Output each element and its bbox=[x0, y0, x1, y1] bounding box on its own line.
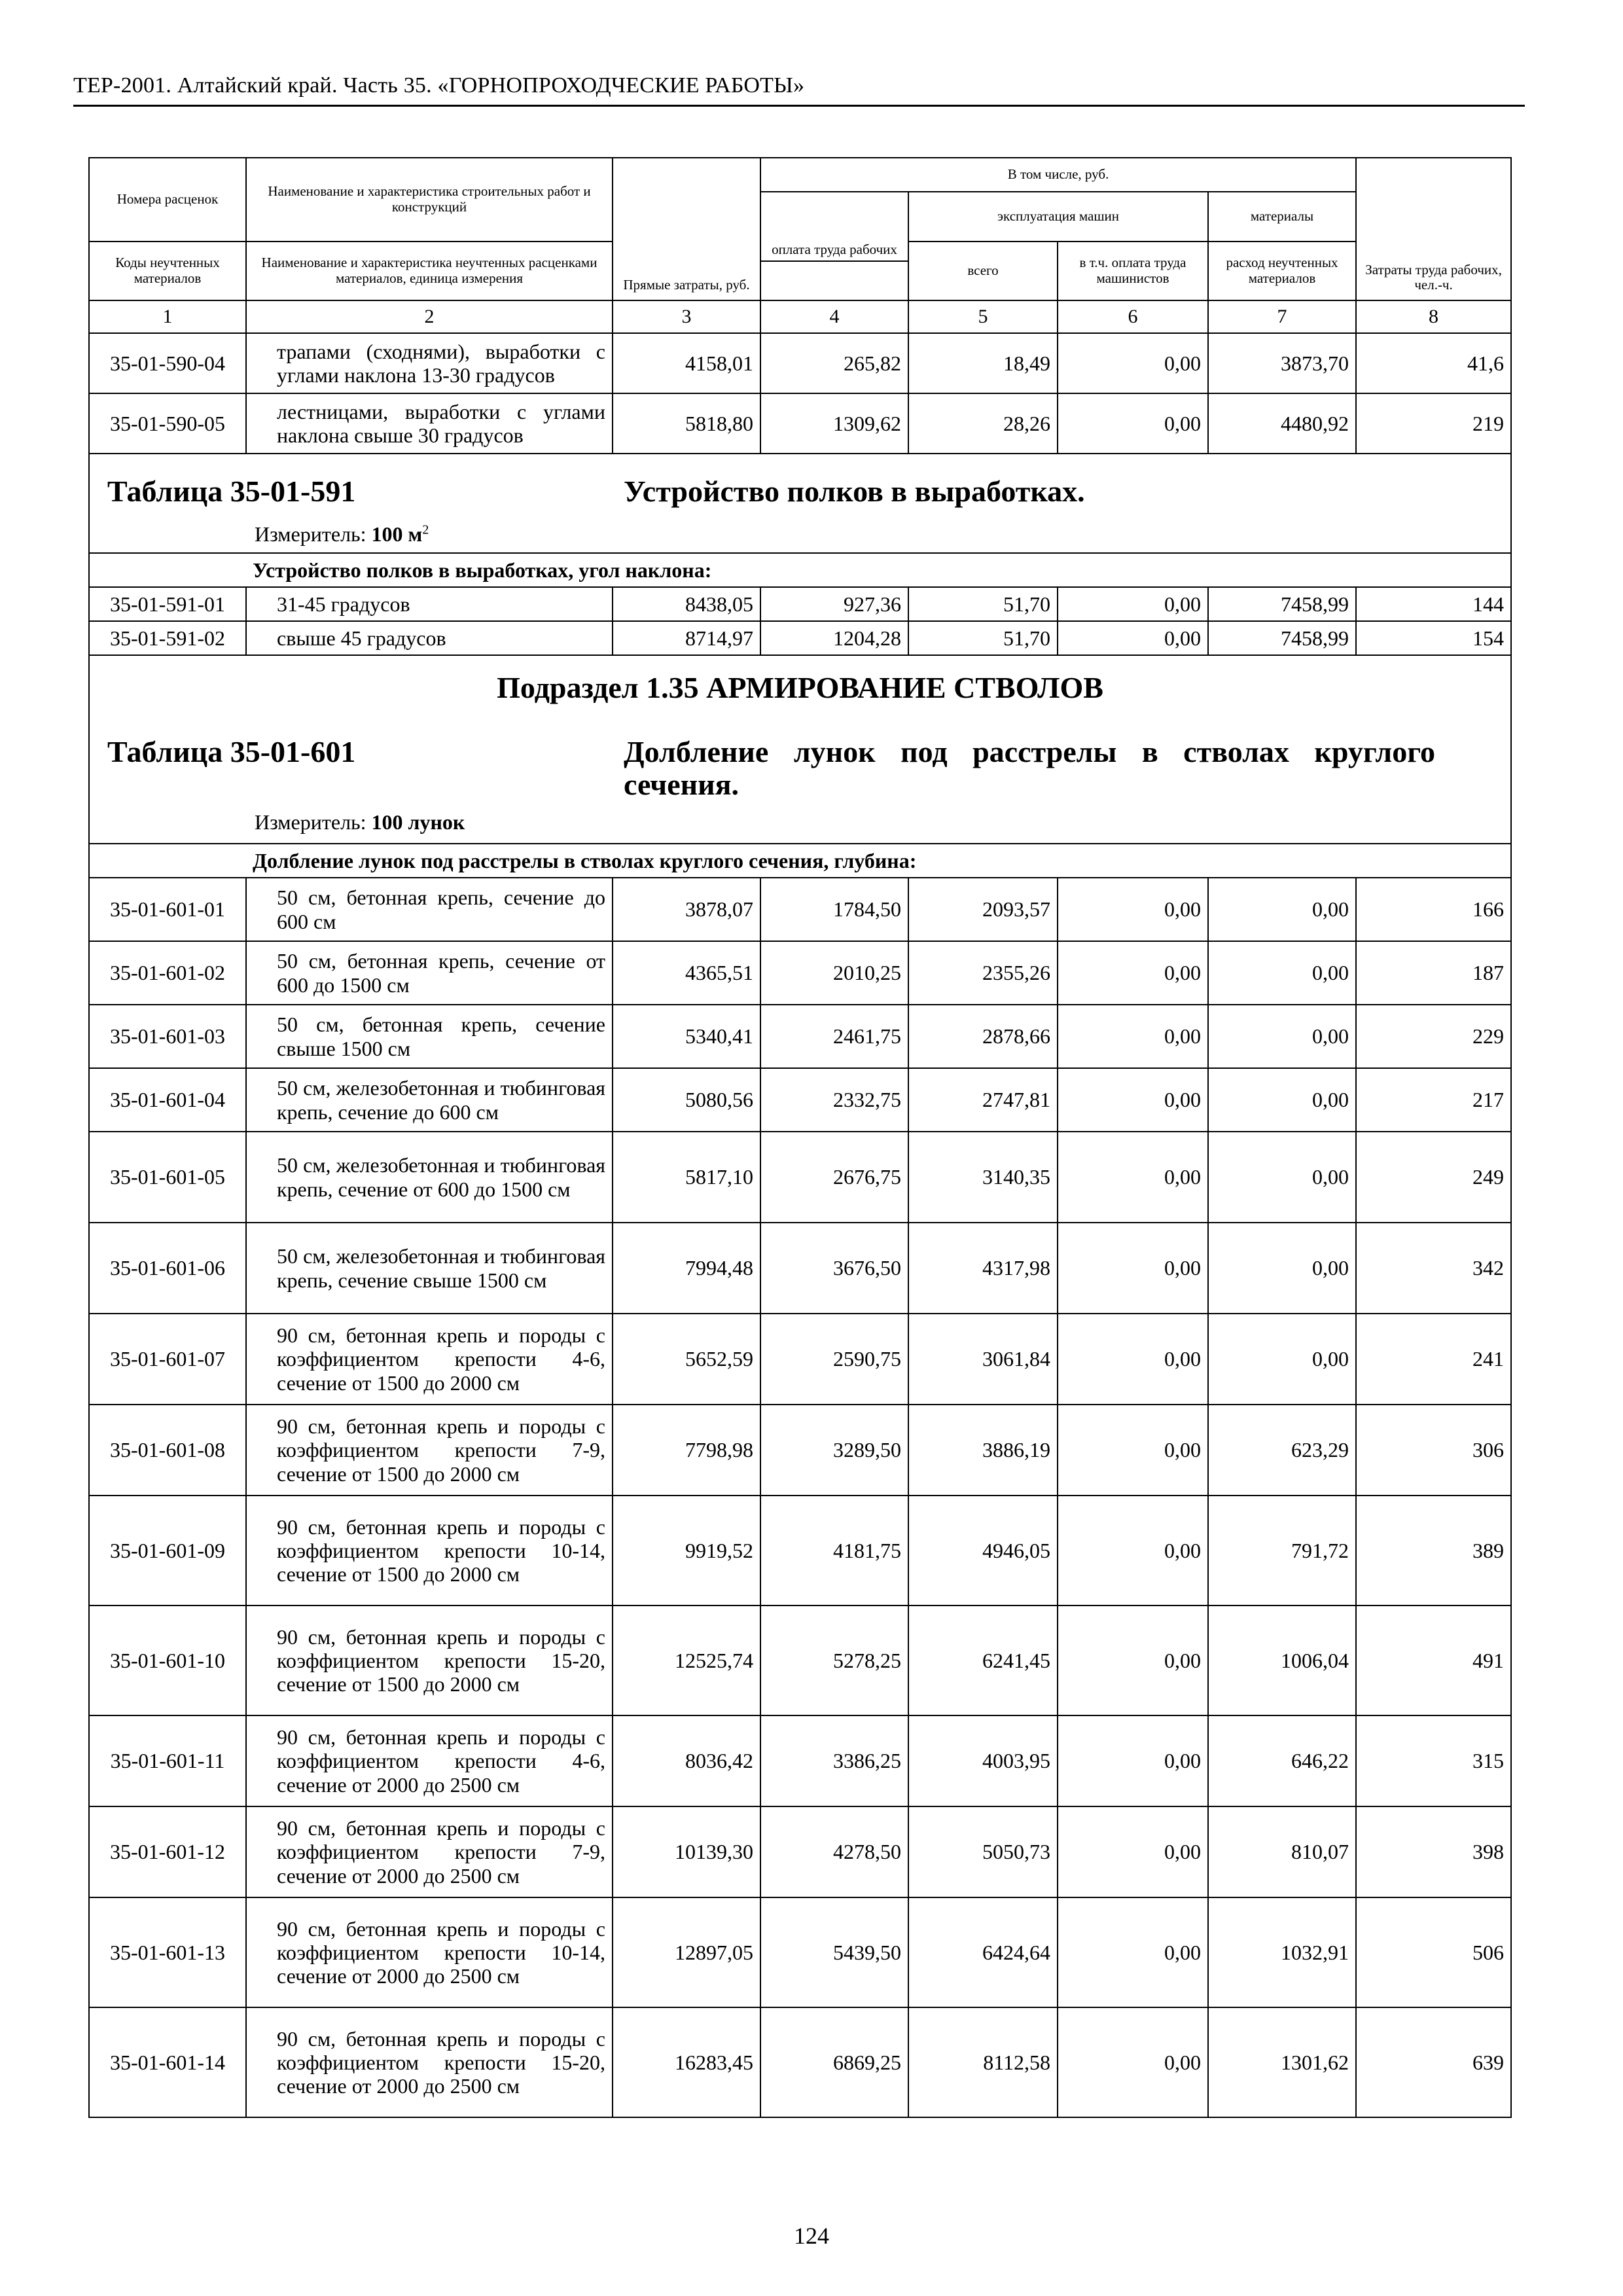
unaccounted-materials: 0,00 bbox=[1208, 1314, 1356, 1405]
col-number: 8 bbox=[1356, 300, 1511, 333]
unaccounted-materials: 0,00 bbox=[1208, 878, 1356, 941]
unaccounted-materials: 0,00 bbox=[1208, 1005, 1356, 1068]
table-row bbox=[89, 1496, 1511, 1605]
work-description bbox=[246, 587, 613, 621]
labor-costs: 241 bbox=[1356, 1314, 1511, 1405]
machine-costs: 6424,64 bbox=[908, 1897, 1058, 2007]
direct-costs: 7798,98 bbox=[613, 1405, 760, 1496]
machine-costs: 28,26 bbox=[908, 393, 1058, 454]
machinist-pay: 0,00 bbox=[1058, 2007, 1208, 2117]
rate-code: 35-01-601-11 bbox=[89, 1715, 246, 1806]
work-description bbox=[246, 1223, 613, 1314]
work-description bbox=[246, 1605, 613, 1715]
rate-code: 35-01-601-03 bbox=[89, 1005, 246, 1068]
direct-costs: 10139,30 bbox=[613, 1806, 760, 1897]
work-description bbox=[246, 1068, 613, 1132]
worker-pay: 6869,25 bbox=[760, 2007, 908, 2117]
table-row bbox=[89, 1132, 1511, 1223]
unaccounted-materials: 0,00 bbox=[1208, 1068, 1356, 1132]
worker-pay: 5278,25 bbox=[760, 1605, 908, 1715]
work-description-text: 90 см, бетонная крепь и породы с коэффициентом крепости 10-14, сечение от 1500 до 2000 см bbox=[277, 1515, 605, 1587]
worker-pay: 2676,75 bbox=[760, 1132, 908, 1223]
measure-space bbox=[366, 810, 372, 834]
table-row bbox=[89, 1005, 1511, 1068]
table-row bbox=[89, 1806, 1511, 1897]
table-number: Таблица 35-01-591 bbox=[107, 475, 356, 508]
direct-costs: 5818,80 bbox=[613, 393, 760, 454]
col-number: 3 bbox=[613, 300, 760, 333]
worker-pay: 2010,25 bbox=[760, 941, 908, 1005]
unaccounted-materials: 791,72 bbox=[1208, 1496, 1356, 1605]
worker-pay: 4278,50 bbox=[760, 1806, 908, 1897]
table-row bbox=[89, 333, 1511, 393]
machine-costs: 3886,19 bbox=[908, 1405, 1058, 1496]
table-row bbox=[89, 2007, 1511, 2117]
header-rule bbox=[73, 105, 1525, 107]
section-spacer bbox=[89, 844, 246, 878]
labor-costs: 154 bbox=[1356, 621, 1511, 655]
machines-header: эксплуатация машин bbox=[908, 192, 1208, 242]
machine-costs: 4003,95 bbox=[908, 1715, 1058, 1806]
work-description-text: 90 см, бетонная крепь и породы с коэффициентом крепости 4-6, сечение от 2000 до 2500 см bbox=[277, 1725, 605, 1797]
direct-costs: 5080,56 bbox=[613, 1068, 760, 1132]
col-workers-header-cont bbox=[760, 261, 908, 300]
measure-line bbox=[255, 810, 465, 834]
col-unaccounted-name-header: Наименование и характеристика неучтенных расценками материалов, единица измерения bbox=[246, 242, 613, 300]
worker-pay: 265,82 bbox=[760, 333, 908, 393]
machinist-pay: 0,00 bbox=[1058, 587, 1208, 621]
work-description bbox=[246, 1405, 613, 1496]
labor-costs: 398 bbox=[1356, 1806, 1511, 1897]
labor-costs: 342 bbox=[1356, 1223, 1511, 1314]
machinist-pay: 0,00 bbox=[1058, 1605, 1208, 1715]
work-description-text: 50 см, железобетонная и тюбинговая крепь, сечение свыше 1500 см bbox=[277, 1244, 605, 1292]
worker-pay: 2332,75 bbox=[760, 1068, 908, 1132]
measure-label: Измеритель: bbox=[255, 810, 366, 834]
worker-pay: 1784,50 bbox=[760, 878, 908, 941]
machine-costs: 3140,35 bbox=[908, 1132, 1058, 1223]
section-spacer bbox=[89, 553, 246, 587]
section-heading: Долбление лунок под расстрелы в стволах круглого сечения, глубина: bbox=[246, 844, 1511, 878]
col-number: 6 bbox=[1058, 300, 1208, 333]
machinist-pay: 0,00 bbox=[1058, 393, 1208, 454]
machine-costs: 3061,84 bbox=[908, 1314, 1058, 1405]
work-description-text: 90 см, бетонная крепь и породы с коэффициентом крепости 15-20, сечение от 1500 до 2000 см bbox=[277, 1624, 605, 1696]
worker-pay: 4181,75 bbox=[760, 1496, 908, 1605]
direct-costs: 8036,42 bbox=[613, 1715, 760, 1806]
rate-code: 35-01-591-01 bbox=[89, 587, 246, 621]
machinist-pay: 0,00 bbox=[1058, 878, 1208, 941]
direct-costs: 4365,51 bbox=[613, 941, 760, 1005]
labor-costs: 229 bbox=[1356, 1005, 1511, 1068]
subsection-heading: Подраздел 1.35 АРМИРОВАНИЕ СТВОЛОВ bbox=[497, 671, 1103, 704]
unaccounted-materials: 4480,92 bbox=[1208, 393, 1356, 454]
col-materials-header: расход неучтенных материалов bbox=[1208, 242, 1356, 300]
machine-costs: 2093,57 bbox=[908, 878, 1058, 941]
rate-code: 35-01-601-02 bbox=[89, 941, 246, 1005]
unaccounted-materials: 0,00 bbox=[1208, 1223, 1356, 1314]
col-machinists-header: в т.ч. оплата труда машинистов bbox=[1058, 242, 1208, 300]
price-table bbox=[88, 157, 1512, 2118]
worker-pay: 2590,75 bbox=[760, 1314, 908, 1405]
work-description bbox=[246, 1897, 613, 2007]
labor-costs: 639 bbox=[1356, 2007, 1511, 2117]
unaccounted-materials: 3873,70 bbox=[1208, 333, 1356, 393]
direct-costs: 8438,05 bbox=[613, 587, 760, 621]
table-row bbox=[89, 1223, 1511, 1314]
work-description-text: 31-45 градусов bbox=[277, 592, 410, 616]
unaccounted-materials: 0,00 bbox=[1208, 1132, 1356, 1223]
unaccounted-materials: 7458,99 bbox=[1208, 587, 1356, 621]
rate-code: 35-01-601-06 bbox=[89, 1223, 246, 1314]
machinist-pay: 0,00 bbox=[1058, 1005, 1208, 1068]
labor-costs: 219 bbox=[1356, 393, 1511, 454]
work-description-text: 90 см, бетонная крепь и породы с коэффициентом крепости 10-14, сечение от 2000 до 2500 см bbox=[277, 1916, 605, 1988]
rate-code: 35-01-601-04 bbox=[89, 1068, 246, 1132]
measure-value: 100 м bbox=[371, 522, 423, 546]
labor-costs: 491 bbox=[1356, 1605, 1511, 1715]
col-name-header: Наименование и характеристика строительных работ и конструкций bbox=[246, 158, 613, 242]
rate-code: 35-01-601-07 bbox=[89, 1314, 246, 1405]
machinist-pay: 0,00 bbox=[1058, 1314, 1208, 1405]
section-heading: Устройство полков в выработках, угол наклона: bbox=[246, 553, 1511, 587]
unaccounted-materials: 1006,04 bbox=[1208, 1605, 1356, 1715]
machine-costs: 2878,66 bbox=[908, 1005, 1058, 1068]
table-row bbox=[89, 878, 1511, 941]
labor-costs: 41,6 bbox=[1356, 333, 1511, 393]
worker-pay: 1204,28 bbox=[760, 621, 908, 655]
machine-costs: 6241,45 bbox=[908, 1605, 1058, 1715]
work-description-text: 90 см, бетонная крепь и породы с коэффициентом крепости 15-20, сечение от 2000 до 2500 см bbox=[277, 2026, 605, 2098]
unaccounted-materials: 1032,91 bbox=[1208, 1897, 1356, 2007]
direct-costs: 7994,48 bbox=[613, 1223, 760, 1314]
work-description bbox=[246, 1496, 613, 1605]
direct-costs: 9919,52 bbox=[613, 1496, 760, 1605]
work-description-text: 90 см, бетонная крепь и породы с коэффициентом крепости 7-9, сечение от 1500 до 2000 см bbox=[277, 1414, 605, 1486]
work-description bbox=[246, 941, 613, 1005]
col-direct-header: Прямые затраты, руб. bbox=[613, 158, 760, 300]
worker-pay: 927,36 bbox=[760, 587, 908, 621]
machinist-pay: 0,00 bbox=[1058, 1068, 1208, 1132]
labor-costs: 315 bbox=[1356, 1715, 1511, 1806]
labor-costs: 506 bbox=[1356, 1897, 1511, 2007]
machine-costs: 2355,26 bbox=[908, 941, 1058, 1005]
machine-costs: 4946,05 bbox=[908, 1496, 1058, 1605]
labor-costs: 306 bbox=[1356, 1405, 1511, 1496]
col-number: 1 bbox=[89, 300, 246, 333]
worker-pay: 5439,50 bbox=[760, 1897, 908, 2007]
materials-header: материалы bbox=[1208, 192, 1356, 242]
measure-label: Измеритель: bbox=[255, 522, 366, 546]
table-row bbox=[89, 393, 1511, 454]
work-description bbox=[246, 1806, 613, 1897]
table-row bbox=[89, 1897, 1511, 2007]
measure-space bbox=[366, 522, 372, 546]
unaccounted-materials: 7458,99 bbox=[1208, 621, 1356, 655]
table-number: Таблица 35-01-601 bbox=[107, 735, 356, 768]
machinist-pay: 0,00 bbox=[1058, 1496, 1208, 1605]
measure-superscript: 2 bbox=[422, 522, 429, 537]
running-head: ТЕР-2001. Алтайский край. Часть 35. «ГОРНОПРОХОДЧЕСКИЕ РАБОТЫ» bbox=[73, 73, 805, 98]
table-title: Устройство полков в выработках. bbox=[624, 475, 1085, 508]
rate-code: 35-01-601-09 bbox=[89, 1496, 246, 1605]
work-description bbox=[246, 1715, 613, 1806]
col-workers-header: оплата труда рабочих bbox=[760, 192, 908, 261]
machine-costs: 51,70 bbox=[908, 587, 1058, 621]
col-number: 4 bbox=[760, 300, 908, 333]
worker-pay: 3386,25 bbox=[760, 1715, 908, 1806]
work-description-text: 50 см, бетонная крепь, сечение от 600 до 1500 см bbox=[277, 949, 605, 997]
machine-costs: 51,70 bbox=[908, 621, 1058, 655]
work-description bbox=[246, 1314, 613, 1405]
rate-code: 35-01-601-05 bbox=[89, 1132, 246, 1223]
direct-costs: 16283,45 bbox=[613, 2007, 760, 2117]
machinist-pay: 0,00 bbox=[1058, 1132, 1208, 1223]
machine-costs: 8112,58 bbox=[908, 2007, 1058, 2117]
machinist-pay: 0,00 bbox=[1058, 1806, 1208, 1897]
rate-code: 35-01-601-12 bbox=[89, 1806, 246, 1897]
unaccounted-materials: 1301,62 bbox=[1208, 2007, 1356, 2117]
work-description bbox=[246, 878, 613, 941]
rate-code: 35-01-591-02 bbox=[89, 621, 246, 655]
work-description-text: 90 см, бетонная крепь и породы с коэффициентом крепости 7-9, сечение от 2000 до 2500 см bbox=[277, 1816, 605, 1888]
machinist-pay: 0,00 bbox=[1058, 1405, 1208, 1496]
work-description-text: 50 см, бетонная крепь, сечение до 600 см bbox=[277, 886, 605, 933]
col-number: 2 bbox=[246, 300, 613, 333]
work-description-text: лестницами, выработки с углами наклона свыше 30 градусов bbox=[277, 399, 605, 447]
page-number: 124 bbox=[794, 2223, 829, 2249]
work-description-text: 50 см, бетонная крепь, сечение свыше 1500 см bbox=[277, 1013, 605, 1060]
table-title: Долбление лунок под расстрелы в стволах круглого сечения. bbox=[624, 735, 1435, 801]
direct-costs: 5817,10 bbox=[613, 1132, 760, 1223]
machine-costs: 5050,73 bbox=[908, 1806, 1058, 1897]
worker-pay: 2461,75 bbox=[760, 1005, 908, 1068]
unaccounted-materials: 646,22 bbox=[1208, 1715, 1356, 1806]
work-description-text: свыше 45 градусов bbox=[277, 626, 446, 650]
direct-costs: 12897,05 bbox=[613, 1897, 760, 2007]
worker-pay: 1309,62 bbox=[760, 393, 908, 454]
rate-code: 35-01-601-14 bbox=[89, 2007, 246, 2117]
col-number: 5 bbox=[908, 300, 1058, 333]
direct-costs: 8714,97 bbox=[613, 621, 760, 655]
work-description bbox=[246, 1005, 613, 1068]
table-row bbox=[89, 1715, 1511, 1806]
machinist-pay: 0,00 bbox=[1058, 1223, 1208, 1314]
rate-code: 35-01-590-04 bbox=[89, 333, 246, 393]
rate-code: 35-01-601-13 bbox=[89, 1897, 246, 2007]
work-description bbox=[246, 333, 613, 393]
work-description-text: 50 см, железобетонная и тюбинговая крепь, сечение от 600 до 1500 см bbox=[277, 1153, 605, 1201]
rate-code: 35-01-590-05 bbox=[89, 393, 246, 454]
work-description bbox=[246, 1132, 613, 1223]
unaccounted-materials: 623,29 bbox=[1208, 1405, 1356, 1496]
table-title-block bbox=[89, 454, 1511, 553]
direct-costs: 5652,59 bbox=[613, 1314, 760, 1405]
col-labor-header: Затраты труда рабочих, чел.-ч. bbox=[1356, 158, 1511, 300]
worker-pay: 3676,50 bbox=[760, 1223, 908, 1314]
work-description bbox=[246, 621, 613, 655]
labor-costs: 187 bbox=[1356, 941, 1511, 1005]
work-description bbox=[246, 393, 613, 454]
table-row bbox=[89, 1605, 1511, 1715]
machine-costs: 18,49 bbox=[908, 333, 1058, 393]
table-row bbox=[89, 1405, 1511, 1496]
machinist-pay: 0,00 bbox=[1058, 941, 1208, 1005]
rate-code: 35-01-601-08 bbox=[89, 1405, 246, 1496]
direct-costs: 12525,74 bbox=[613, 1605, 760, 1715]
unaccounted-materials: 810,07 bbox=[1208, 1806, 1356, 1897]
labor-costs: 389 bbox=[1356, 1496, 1511, 1605]
machine-costs: 2747,81 bbox=[908, 1068, 1058, 1132]
machinist-pay: 0,00 bbox=[1058, 333, 1208, 393]
rate-code: 35-01-601-01 bbox=[89, 878, 246, 941]
machinist-pay: 0,00 bbox=[1058, 621, 1208, 655]
labor-costs: 217 bbox=[1356, 1068, 1511, 1132]
table-row bbox=[89, 1314, 1511, 1405]
col-machines-total-header: всего bbox=[908, 242, 1058, 300]
table-row bbox=[89, 587, 1511, 621]
col-number: 7 bbox=[1208, 300, 1356, 333]
unaccounted-materials: 0,00 bbox=[1208, 941, 1356, 1005]
work-description bbox=[246, 2007, 613, 2117]
measure-value: 100 лунок bbox=[371, 810, 465, 834]
col-unaccounted-code-header: Коды неучтенных материалов bbox=[89, 242, 246, 300]
labor-costs: 144 bbox=[1356, 587, 1511, 621]
worker-pay: 3289,50 bbox=[760, 1405, 908, 1496]
machine-costs: 4317,98 bbox=[908, 1223, 1058, 1314]
labor-costs: 166 bbox=[1356, 878, 1511, 941]
direct-costs: 5340,41 bbox=[613, 1005, 760, 1068]
table-row bbox=[89, 621, 1511, 655]
work-description-text: 90 см, бетонная крепь и породы с коэффициентом крепости 4-6, сечение от 1500 до 2000 см bbox=[277, 1323, 605, 1395]
labor-costs: 249 bbox=[1356, 1132, 1511, 1223]
direct-costs: 4158,01 bbox=[613, 333, 760, 393]
table-title-block bbox=[89, 655, 1511, 844]
measure-line bbox=[255, 522, 429, 547]
work-description-text: 50 см, железобетонная и тюбинговая крепь, сечение до 600 см bbox=[277, 1076, 605, 1124]
rate-code: 35-01-601-10 bbox=[89, 1605, 246, 1715]
table-row bbox=[89, 941, 1511, 1005]
direct-costs: 3878,07 bbox=[613, 878, 760, 941]
table-row bbox=[89, 1068, 1511, 1132]
machinist-pay: 0,00 bbox=[1058, 1715, 1208, 1806]
including-header: В том числе, руб. bbox=[760, 158, 1356, 192]
work-description-text: трапами (сходнями), выработки с углами наклона 13-30 градусов bbox=[277, 339, 605, 387]
machinist-pay: 0,00 bbox=[1058, 1897, 1208, 2007]
col-code-header: Номера расценок bbox=[89, 158, 246, 242]
